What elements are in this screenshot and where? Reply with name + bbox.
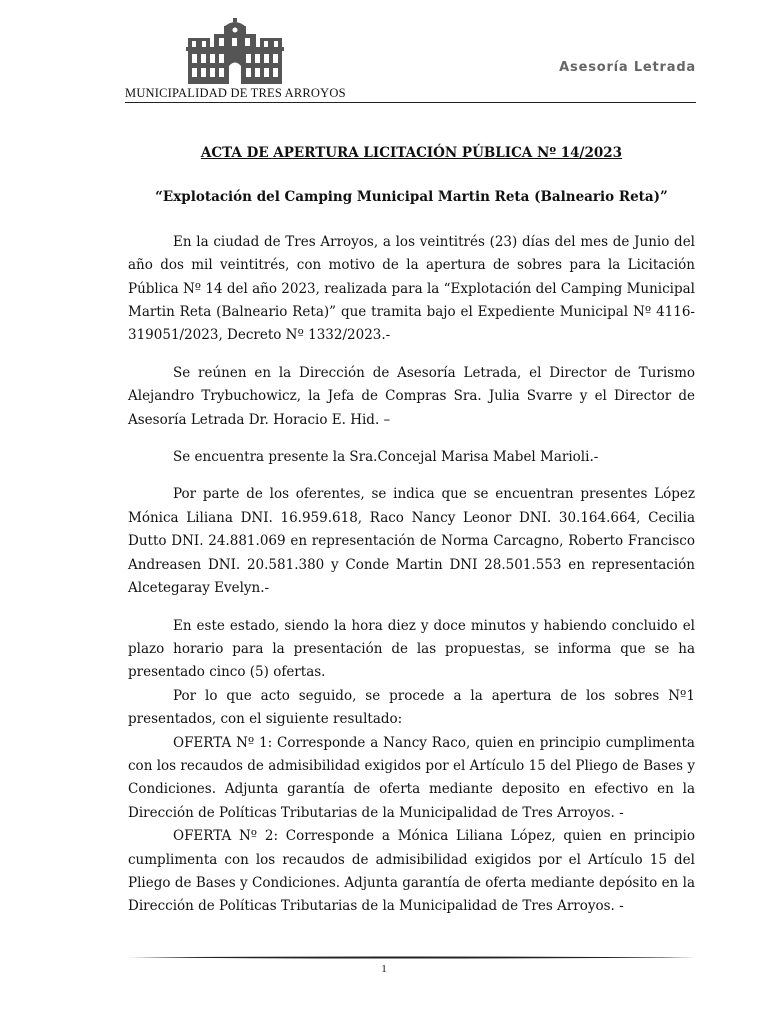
paragraph-offer-1: OFERTA Nº 1: Corresponde a Nancy Raco, quien en principio cumplimenta con los recaudos de admisibilidad exigidos por el Artículo 15 del Pliego de Bases y Condiciones. Adjunta garantía de oferta mediante deposito en efectivo en la Dirección de Políticas Tributarias de la Municipalidad de Tres Arroyos. - bbox=[128, 734, 695, 821]
document-subtitle: “Explotación del Camping Municipal Martin Reta (Balneario Reta)” bbox=[155, 189, 668, 206]
paragraph-offer-2: OFERTA Nº 2: Corresponde a Mónica Liliana López, quien en principio cumplimenta con los recaudos de admisibilidad exigidos por el Artículo 15 del Pliego de Bases y Condiciones. Adjunta garantía de oferta mediante depósito en la Dirección de Políticas Tributarias de la Municipalidad de Tres Arroyos. - bbox=[128, 828, 695, 915]
paragraph-opening-envelopes: Por lo que acto seguido, se procede a la apertura de los sobres Nº1 presentados, con el siguiente resultado: bbox=[128, 687, 695, 728]
paragraph-bidders: Por parte de los oferentes, se indica que se encuentran presentes López Mónica Liliana DNI. 16.959.618, Raco Nancy Leonor DNI. 30.164.664, Cecilia Dutto DNI. 24.881.069 en representación de Norma Carcagno, Roberto Francisco Andreasen DNI. 20.581.380 y Conde Martin DNI 28.501.553 en representación Alcetegaray Evelyn.- bbox=[128, 486, 695, 597]
paragraph-attendees: Se reúnen en la Dirección de Asesoría Letrada, el Director de Turismo Alejandro Trybuchowicz, la Jefa de Compras Sra. Julia Svarre y el Director de Asesoría Letrada Dr. Horacio E. Hid. – bbox=[128, 364, 695, 428]
footer-divider bbox=[128, 956, 695, 959]
page-number: 1 bbox=[381, 963, 387, 975]
paragraph-opening: En la ciudad de Tres Arroyos, a los veintitrés (23) días del mes de Junio del año dos mil veintitrés, con motivo de la apertura de sobres para la Licitación Pública Nº 14 del año 2023, realizada para la “Explotación del Camping Municipal Martin Reta (Balneario Reta)” que tramita bajo el Expediente Municipal Nº 4116-319051/2023, Decreto Nº 1332/2023.- bbox=[128, 233, 695, 344]
document-title: ACTA DE APERTURA LICITACIÓN PÚBLICA Nº 14/2023 bbox=[200, 145, 623, 161]
header-divider bbox=[125, 102, 696, 103]
paragraph-offers-received: En este estado, siendo la hora diez y doce minutos y habiendo concluido el plazo horario para la presentación de las propuestas, se informa que se ha presentado cinco (5) ofertas. bbox=[128, 617, 695, 681]
document-body bbox=[128, 142, 695, 919]
paragraph-councilor: Se encuentra presente la Sra.Concejal Marisa Mabel Marioli.- bbox=[173, 449, 599, 466]
office-name: Asesoría Letrada bbox=[559, 60, 696, 75]
municipality-name: MUNICIPALIDAD DE TRES ARROYOS bbox=[125, 86, 346, 100]
town-hall-building-icon bbox=[180, 18, 290, 86]
page-header bbox=[0, 0, 768, 110]
